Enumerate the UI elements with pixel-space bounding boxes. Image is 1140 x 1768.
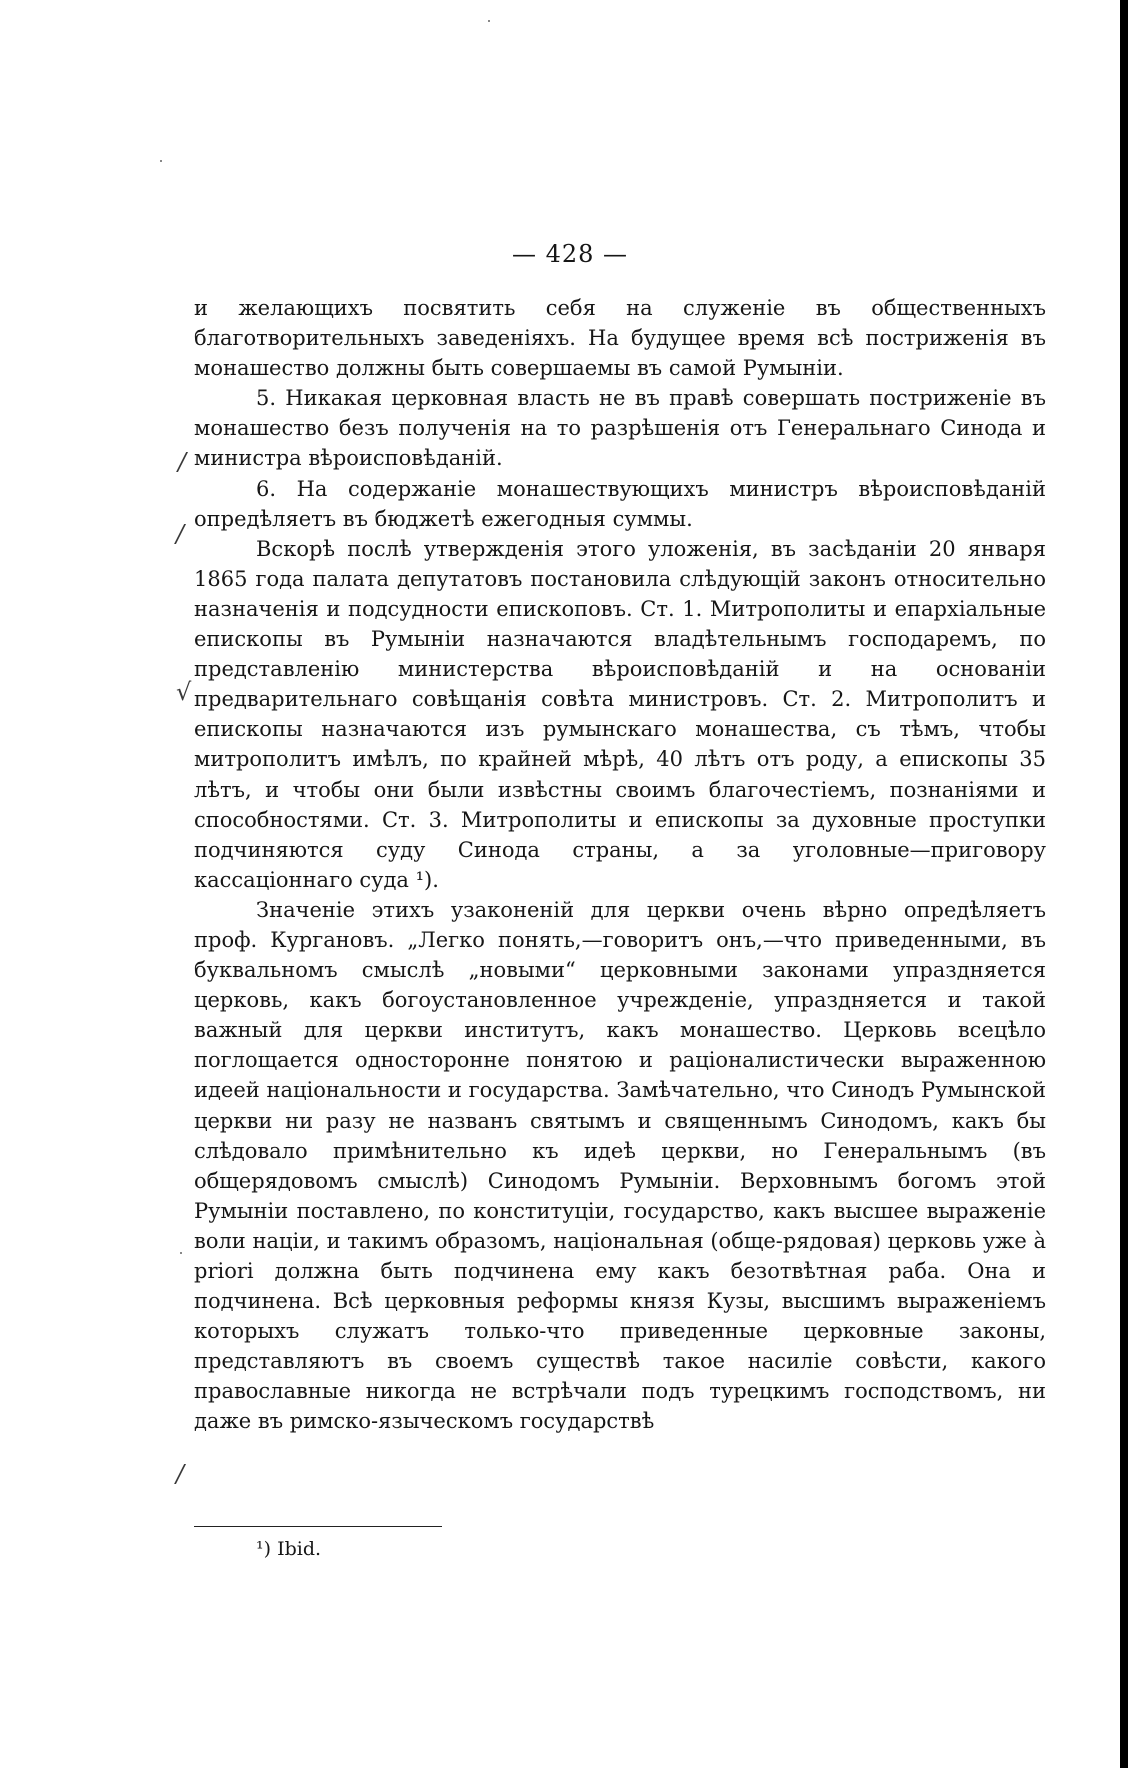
scan-speck — [160, 160, 162, 162]
paragraph-1: и желающихъ посвятить себя на служеніе въ общественныхъ благотворительныхъ заведеніяхъ. На будущее время всѣ постриженія въ монашество должны быть совершаемы въ самой Румыніи. — [194, 296, 1046, 381]
margin-mark-3: √ — [176, 678, 192, 706]
paragraph-3: 6. На содержаніе монашествующихъ министръ вѣроисповѣданій опредѣляетъ въ бюджетѣ ежегодныя суммы. — [194, 476, 1046, 531]
scan-speck — [180, 1252, 182, 1254]
page-number: — 428 — — [511, 240, 629, 268]
paragraph-2: 5. Никакая церковная власть не въ правѣ совершать постриженіе въ монашество безъ полученія на то разрѣшенія отъ Генеральнаго Синода и министра вѣроисповѣданій. — [194, 386, 1046, 471]
footnote-rule — [194, 1526, 442, 1527]
main-text — [194, 293, 1046, 1437]
footnote: ¹) Ibid. — [256, 1538, 322, 1560]
margin-mark-1: / — [178, 448, 187, 476]
margin-mark-2: / — [176, 520, 185, 548]
paragraph-5: Значеніе этихъ узаконеній для церкви очень вѣрно опредѣляетъ проф. Кургановъ. „Легко понять,—говоритъ онъ,—что приведенными, въ буквальномъ смыслѣ „новыми“ церковными законами упраздняется церковь, какъ богоустановленное учрежденіе, упраздняется и такой важный для церкви институтъ, какъ монашество. Церковь всецѣло поглощается односторонне понятою и раціоналистически выраженною идеей національности и государства. Замѣчательно, что Синодъ Румынской церкви ни разу не названъ святымъ и священнымъ Синодомъ, какъ бы слѣдовало примѣнительно къ идеѣ церкви, но Генеральнымъ (въ общерядовомъ смыслѣ) Синодомъ Румыніи. Верховнымъ богомъ этой Румыніи поставлено, по конституціи, государство, какъ высшее выраженіе воли націи, и такимъ образомъ, національная (обще-рядовая) церковь уже à priori должна быть подчинена ему какъ безотвѣтная раба. Она и подчинена. Всѣ церковныя реформы князя Кузы, высшимъ выраженіемъ которыхъ служатъ только-что приведенные церковные законы, представляютъ въ своемъ существѣ такое насиліе совѣсти, какого православные никогда не встрѣчали подъ турецкимъ господствомъ, ни даже въ римско-языческомъ государствѣ — [194, 897, 1046, 1434]
margin-mark-4: / — [176, 1460, 185, 1488]
paragraph-4: Вскорѣ послѣ утвержденія этого уложенія, въ засѣданіи 20 января 1865 года палата депутатовъ постановила слѣдующій законъ относительно назначенія и подсудности епископовъ. Ст. 1. Митрополиты и епархіальные епископы въ Румыніи назначаются владѣтельнымъ господаремъ, по представленію министерства вѣроисповѣданій и на основаніи предварительнаго совѣщанія совѣта министровъ. Ст. 2. Митрополитъ и епископы назначаются изъ румынскаго монашества, съ тѣмъ, чтобы митрополитъ имѣлъ, по крайней мѣрѣ, 40 лѣтъ отъ роду, а епископы 35 лѣтъ, и чтобы они были извѣстны своимъ благочестіемъ, познаніями и способностями. Ст. 3. Митрополиты и епископы за духовные проступки подчиняются суду Синода страны, а за уголовные—приговору кассаціоннаго суда ¹). — [194, 536, 1046, 892]
scan-speck — [488, 20, 490, 22]
